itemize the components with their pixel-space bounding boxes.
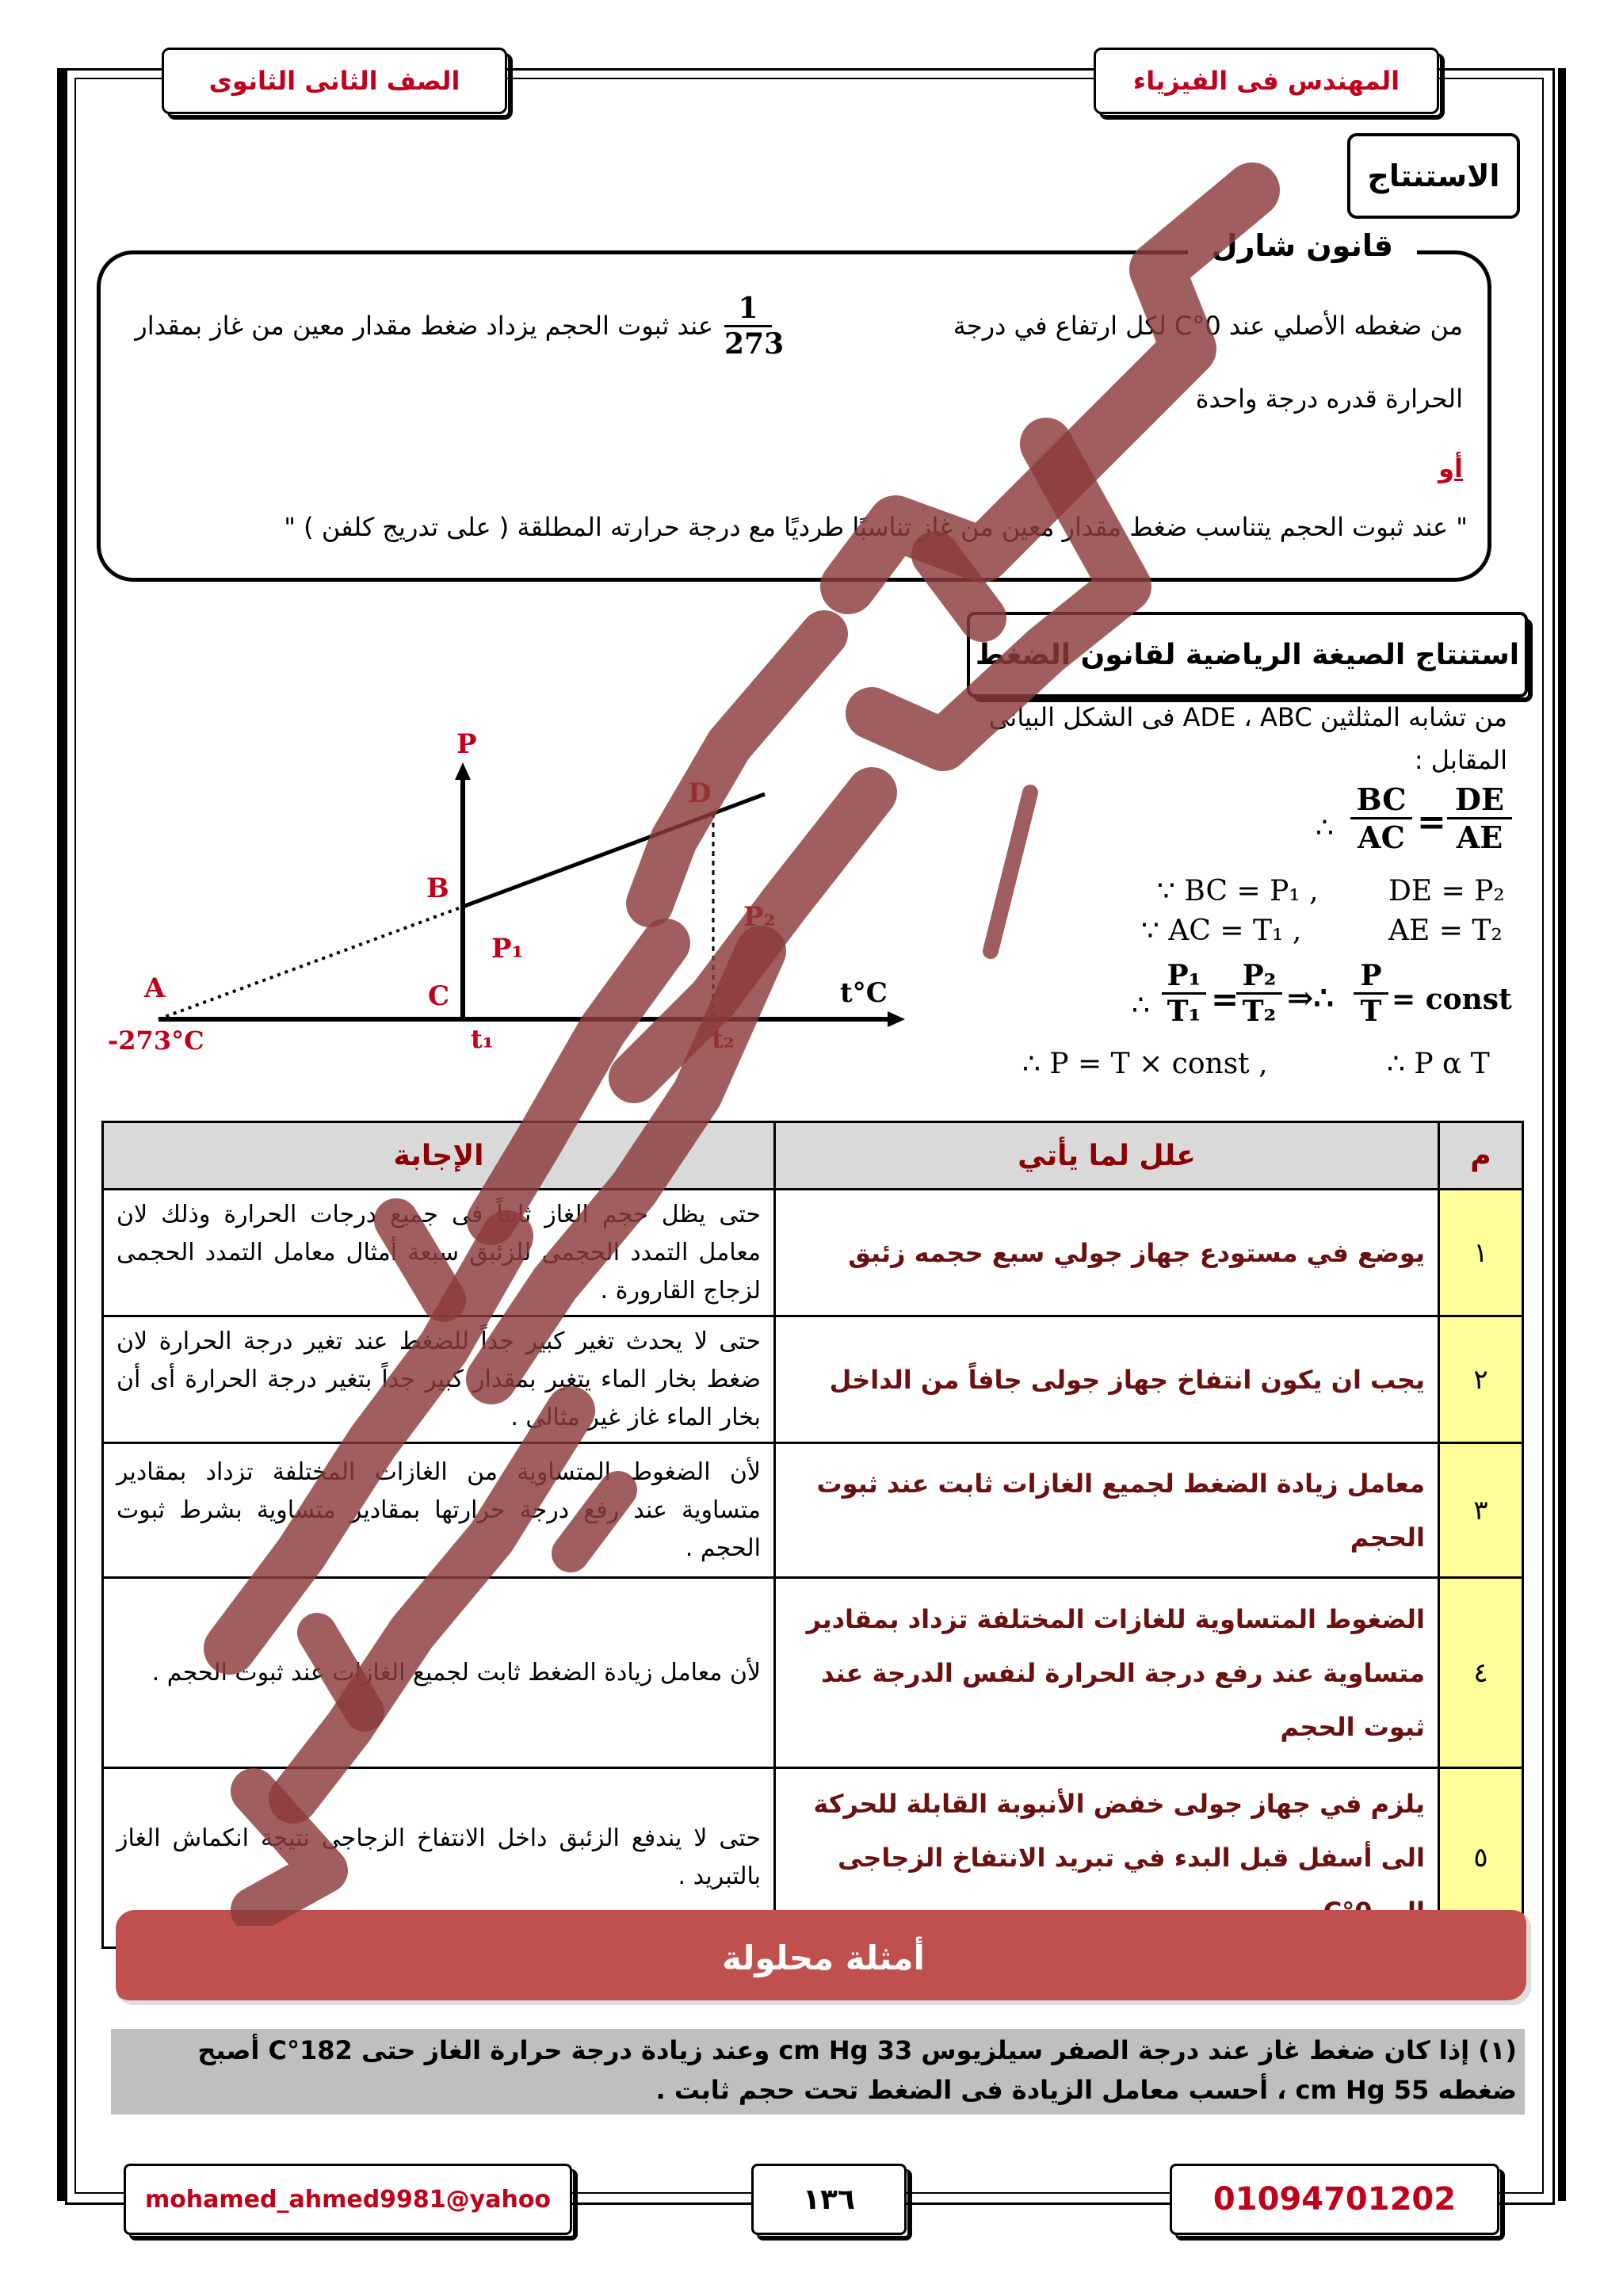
frame-bar-left (57, 68, 65, 2201)
table-row (103, 1578, 1523, 1768)
row-answer: لأن الضغوط المتساوية من الغازات المختلفة تزداد بمقادير متساوية عند رفع درجة حرارتها بمقادير متساوية بشرط ثبوت الحجم . (103, 1443, 775, 1578)
row-question: يجب ان يكون انتفاخ جهاز جولى جافاً من الداخل (775, 1316, 1439, 1443)
label-P1: P₁ (491, 933, 524, 965)
line-de: DE = P₂ (1388, 875, 1505, 907)
derivation-title-text: استنتاج الصيغة الرياضية لقانون الضغط (975, 638, 1520, 671)
footer-phone (1170, 2164, 1499, 2235)
equals-sign-2: = (1211, 980, 1239, 1018)
footer-phone-text: 01094701202 (1212, 2181, 1457, 2218)
charles-line2: الحرارة قدره درجة واحدة (1195, 384, 1463, 414)
ratio-de-ae (1447, 781, 1512, 855)
ratio-p2: P₂ (1236, 959, 1282, 995)
conclusion-label (1347, 133, 1520, 219)
derivation-title (967, 612, 1528, 697)
conclusion-label-text: الاستنتاج (1367, 159, 1500, 193)
header-grade-text: الصف الثانى الثانوى (208, 66, 460, 96)
example-1: (١) إذا كان ضغط غاز عند درجة الصفر سيلزيوس 33 cm Hg وعند زيادة درجة حرارة الغاز حتى 182°C أصبح ضغطه 55 cm Hg ، أحسب معامل الزيادة فى الضغط تحت حجم ثابت . (111, 2029, 1525, 2115)
row-question: يوضع في مستودع جهاز جولي سبع حجمه زئبق (775, 1190, 1439, 1316)
solved-examples-banner (116, 1910, 1531, 2005)
label-P: P (456, 728, 477, 760)
label-absolute-zero: -273°C (108, 1026, 204, 1056)
line-ac: ∵ AC = T₁ , (1141, 915, 1302, 947)
row-question: يلزم في جهاز جولى خفض الأنبوبة القابلة للحركة الى أسفل قبل البدء في تبريد الانتفاخ الزجاجى (775, 1768, 1439, 1948)
ratio-p: P (1354, 959, 1388, 995)
line-bc: ∵ BC = P₁ , (1157, 875, 1319, 907)
label-P2: P₂ (743, 901, 776, 933)
label-B: B (426, 873, 449, 904)
ratio-p1-t1 (1162, 959, 1206, 1028)
pressure-temperature-graph (95, 713, 935, 1078)
ratio-t1: T₁ (1167, 995, 1201, 1028)
reasons-table (101, 1121, 1524, 1949)
label-C: C (428, 980, 450, 1012)
table-row (103, 1443, 1523, 1578)
charles-law-title: قانون شارل (1188, 228, 1417, 263)
table-row (103, 1316, 1523, 1443)
const-label: = const (1392, 983, 1512, 1016)
equals-sign-1: = (1417, 802, 1446, 842)
final-left: ∴ P = T × const , (1022, 1048, 1268, 1080)
frame-bar-right (1558, 68, 1566, 2201)
label-toC: t°C (840, 977, 888, 1009)
ratio-ae: AE (1456, 819, 1503, 855)
fraction-numerator: 1 (724, 292, 772, 327)
header-question: علل لما يأتي (775, 1122, 1439, 1190)
row-answer: حتى يظل حجم الغاز ثابتاً فى جميع درجات الحرارة وذلك لان معامل التمدد الحجمى للزئبق سبعة أمثال معامل التمدد الحجمى لزجاج القارورة . (103, 1190, 775, 1316)
label-D: D (688, 777, 712, 809)
ratio-t: T (1360, 995, 1382, 1028)
ratio-p1: P₁ (1162, 959, 1206, 995)
row-answer: حتى لا يندفع الزئبق داخل الانتفاخ الزجاجى نتيجة انكماش الغاز بالتبريد . (103, 1768, 775, 1948)
footer-email (124, 2164, 572, 2235)
y-axis-arrow (455, 762, 471, 780)
row-number: ٢ (1439, 1316, 1523, 1443)
ratio-ac: AC (1358, 819, 1405, 855)
header-answer: الإجابة (103, 1122, 775, 1190)
therefore-symbol-2: ∴ (1132, 989, 1150, 1022)
implies-arrow: ⇒∴ (1287, 980, 1334, 1017)
ratio-t2: T₂ (1242, 995, 1277, 1028)
derivation-intro2: المقابل : (1414, 745, 1507, 775)
extrapolation-line (158, 907, 463, 1019)
header-subject (1094, 48, 1439, 114)
charles-line1-start: عند ثبوت الحجم يزداد ضغط مقدار معين من غاز بمقدار (135, 311, 713, 341)
table-row (103, 1190, 1523, 1316)
ratio-bc-ac (1350, 781, 1412, 855)
row-number: ٤ (1439, 1578, 1523, 1768)
charles-or: أو (1438, 453, 1463, 483)
fraction-denominator: 273 (724, 327, 785, 361)
charles-line3: " عند ثبوت الحجم يتناسب ضغط مقدار معين من غاز تناسبًا طرديًا مع درجة حرارته المطلقة ( على تدريج كلفن ) " (284, 512, 1468, 542)
footer-page-text: ١٣٦ (803, 2183, 855, 2216)
final-right: ∴ P α T (1387, 1048, 1490, 1080)
row-question: الضغوط المتساوية للغازات المختلفة تزداد بمقادير متساوية عند رفع درجة الحرارة لنفس الدرجة عند ثبوت الحجم (775, 1578, 1439, 1768)
row-number: ١ (1439, 1190, 1523, 1316)
footer-page-number (751, 2164, 907, 2235)
charles-line1-end: من ضغطه الأصلي عند 0°C لكل ارتفاع في درجة (953, 311, 1463, 341)
label-A: A (144, 972, 166, 1004)
header-num: م (1439, 1122, 1523, 1190)
solved-examples-title: أمثلة محلولة (722, 1938, 925, 1977)
row-answer: حتى لا يحدث تغير كبير جداً للضغط عند تغير درجة الحرارة لان ضغط بخار الماء يتغير بمقدار كبير جداً بتغير درجة الحرارة أى أن بخار الماء غاز غير مثالى . (103, 1316, 775, 1443)
x-axis-arrow (888, 1011, 905, 1027)
header-subject-text: المهندس فى الفيزياء (1132, 66, 1400, 96)
ratio-p2-t2 (1236, 959, 1282, 1028)
charles-fraction (724, 292, 785, 361)
table-header-row (103, 1122, 1523, 1190)
header-grade (162, 48, 507, 114)
footer-email-text: mohamed_ahmed9981@yahoo (144, 2185, 552, 2214)
pressure-line (463, 794, 765, 907)
therefore-symbol: ∴ (1316, 812, 1334, 844)
label-t1: t₁ (471, 1024, 494, 1054)
label-t2: t₂ (712, 1024, 735, 1054)
ratio-p-t (1354, 959, 1388, 1028)
ratio-bc: BC (1350, 781, 1412, 819)
derivation-intro1: من تشابه المثلثين ADE ، ABC فى الشكل البيانى (988, 702, 1507, 732)
row-number: ٣ (1439, 1443, 1523, 1578)
row-number: ٥ (1439, 1768, 1523, 1948)
ratio-de: DE (1447, 781, 1512, 819)
line-ae: AE = T₂ (1388, 915, 1503, 947)
row-question: معامل زيادة الضغط لجميع الغازات ثابت عند ثبوت الحجم (775, 1443, 1439, 1578)
row-answer: لأن معامل زيادة الضغط ثابت لجميع الغازات عند ثبوت الحجم . (103, 1578, 775, 1768)
